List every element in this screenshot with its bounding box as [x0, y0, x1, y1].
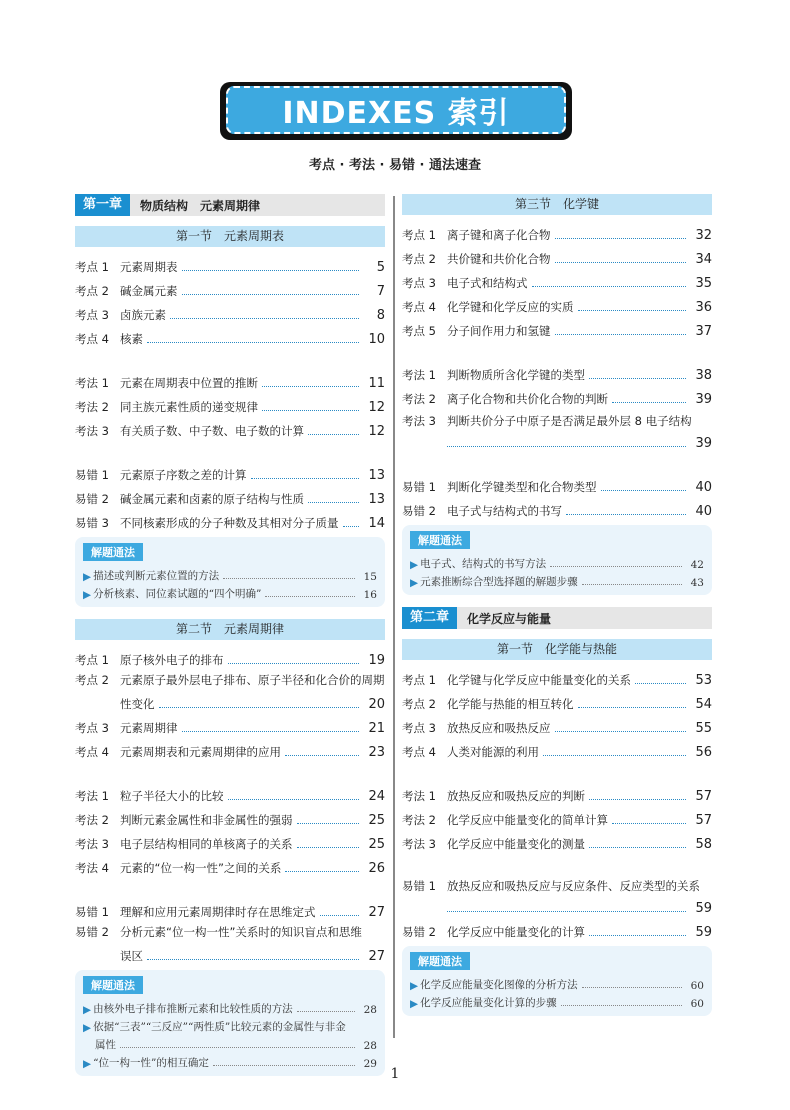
dot-leader: [589, 935, 686, 936]
entry-title: 化学反应中能量变化的测量: [447, 837, 585, 851]
entry-title-cont: 误区: [120, 949, 143, 963]
dot-leader: [170, 318, 359, 319]
entry-page: 8: [376, 308, 385, 323]
toc-entry[interactable]: [75, 483, 385, 507]
method-box: [75, 537, 385, 607]
entry-key: 易错 2: [402, 504, 436, 518]
entry-page: 19: [368, 653, 385, 668]
method-page: 29: [363, 1058, 377, 1070]
method-entry[interactable]: [410, 553, 704, 571]
method-entry[interactable]: [83, 583, 377, 601]
entry-title: 化学能与热能的相互转化: [447, 697, 574, 711]
section-header: 第一节 元素周期表: [75, 226, 385, 247]
toc-entry[interactable]: [402, 359, 712, 383]
triangle-bullet-icon: ▶: [83, 1004, 92, 1016]
section-header: 第三节 化学键: [402, 194, 712, 215]
triangle-bullet-icon: ▶: [83, 1022, 92, 1034]
entry-key: 考点 3: [75, 721, 109, 735]
entry-key: 考点 2: [402, 697, 436, 711]
method-label: 解题通法: [410, 952, 470, 970]
dot-leader: [159, 707, 360, 708]
dot-leader: [308, 502, 359, 503]
toc-entry[interactable]: [402, 688, 712, 712]
entry-page: 14: [368, 516, 385, 531]
method-page: 42: [690, 559, 704, 571]
entry-title: 判断共价分子中原子是否满足最外层 8 电子结构: [447, 414, 692, 428]
entry-title: 元素在周期表中位置的推断: [120, 376, 258, 390]
toc-entry[interactable]: [402, 243, 712, 267]
entry-page: 11: [368, 376, 385, 391]
left-column: [75, 194, 385, 1088]
method-page: 15: [363, 571, 377, 583]
right-column: [402, 194, 712, 1028]
method-label: 解题通法: [410, 531, 470, 549]
entry-key: 考点 4: [402, 300, 436, 314]
dot-leader: [612, 823, 686, 824]
entry-key: 考点 5: [402, 324, 436, 338]
entry-key: 考点 2: [75, 673, 109, 687]
method-title: 化学反应能量变化图像的分析方法: [420, 979, 578, 991]
method-title: 化学反应能量变化计算的步骤: [420, 997, 557, 1009]
entry-title: 判断物质所含化学键的类型: [447, 368, 585, 382]
entry-key: 考法 3: [75, 837, 109, 851]
entry-page: 32: [695, 228, 712, 243]
entry-key: 考点 4: [402, 745, 436, 759]
entry-key: 考点 3: [75, 308, 109, 322]
entry-page: 40: [695, 504, 712, 519]
method-title: 依据“三表”“三反应”“两性质”比较元素的金属性与非金: [93, 1021, 346, 1033]
toc-entry[interactable]: [402, 780, 712, 804]
toc-entry[interactable]: [75, 780, 385, 804]
dot-leader: [543, 755, 686, 756]
dot-leader: [555, 238, 687, 239]
entry-title: 化学键和化学反应的实质: [447, 300, 574, 314]
entry-title: 判断元素金属性和非金属性的强弱: [120, 813, 293, 827]
entry-key: 考法 4: [75, 861, 109, 875]
entry-key: 考法 3: [402, 414, 436, 428]
toc-entry[interactable]: [402, 407, 712, 429]
entry-page: 40: [695, 480, 712, 495]
chapter-title: 化学反应与能量: [467, 611, 552, 626]
entry-key: 考点 2: [75, 284, 109, 298]
method-page: 43: [690, 577, 704, 589]
entry-key: 考法 3: [75, 424, 109, 438]
entry-page: 34: [695, 252, 712, 267]
dot-leader: [182, 731, 360, 732]
title-banner-inner: [226, 86, 566, 134]
chapter-title: 物质结构 元素周期律: [140, 198, 261, 213]
entry-key: 易错 1: [75, 905, 109, 919]
dot-leader: [223, 578, 355, 579]
toc-entry[interactable]: [402, 804, 712, 828]
entry-page: 26: [368, 861, 385, 876]
entry-page: 37: [695, 324, 712, 339]
dot-leader: [147, 959, 359, 960]
entry-page: 39: [695, 392, 712, 407]
dot-leader: [582, 987, 682, 988]
dot-leader: [589, 847, 686, 848]
entry-key: 考法 1: [402, 368, 436, 382]
dot-leader: [297, 847, 360, 848]
entry-key: 考法 3: [402, 837, 436, 851]
entry-page: 27: [368, 905, 385, 920]
dot-leader: [262, 410, 359, 411]
dot-leader: [589, 378, 686, 379]
entry-page: 27: [368, 949, 385, 964]
toc-entry[interactable]: [75, 920, 385, 940]
entry-title: 化学反应中能量变化的计算: [447, 925, 585, 939]
entry-page: 13: [368, 492, 385, 507]
chapter-header: [402, 607, 712, 629]
entry-page: 57: [695, 789, 712, 804]
dot-leader: [285, 871, 359, 872]
toc-entry[interactable]: [402, 736, 712, 760]
dot-leader: [308, 434, 359, 435]
column-divider: [393, 196, 395, 1038]
entry-title: 卤族元素: [120, 308, 166, 322]
entry-page: 53: [695, 673, 712, 688]
entry-title: 同主族元素性质的递变规律: [120, 400, 258, 414]
toc-entry[interactable]: [75, 391, 385, 415]
entry-title: 理解和应用元素周期律时存在思维定式: [120, 905, 316, 919]
chapter-header: [75, 194, 385, 216]
dot-leader: [228, 663, 360, 664]
toc-entry-continued[interactable]: [402, 894, 712, 916]
entry-title: 放热反应和吸热反应与反应条件、反应类型的关系: [447, 879, 700, 893]
entry-key: 易错 2: [75, 925, 109, 939]
entry-title: 原子核外电子的排布: [120, 653, 224, 667]
dot-leader: [182, 294, 360, 295]
entry-title: 分析元素“位一构一性”关系时的知识盲点和思维: [120, 925, 362, 939]
method-title: 描述或判断元素位置的方法: [93, 570, 220, 582]
entry-page: 58: [695, 837, 712, 852]
dot-leader: [297, 1011, 355, 1012]
page-number: 1: [390, 1066, 400, 1082]
toc-entry[interactable]: [75, 668, 385, 688]
triangle-bullet-icon: ▶: [410, 980, 419, 992]
page-subtitle: 考点 · 考法 · 易错 · 通法速查: [309, 158, 481, 173]
method-entry[interactable]: [410, 974, 704, 992]
dot-leader: [555, 262, 687, 263]
entry-key: 考点 3: [402, 721, 436, 735]
dot-leader: [601, 490, 687, 491]
toc-entry[interactable]: [75, 507, 385, 531]
entry-page: 23: [368, 745, 385, 760]
entry-key: 易错 2: [75, 492, 109, 506]
entry-key: 考法 2: [402, 392, 436, 406]
method-entry[interactable]: [83, 998, 377, 1016]
dot-leader: [578, 707, 687, 708]
entry-title: 共价键和共价化合物: [447, 252, 551, 266]
entry-key: 考点 2: [402, 252, 436, 266]
entry-key: 考法 2: [402, 813, 436, 827]
entry-page: 56: [695, 745, 712, 760]
dot-leader: [555, 334, 687, 335]
method-page: 60: [690, 998, 704, 1010]
method-entry-continued[interactable]: [83, 1034, 377, 1052]
entry-key: 考法 1: [75, 376, 109, 390]
dot-leader: [120, 1047, 355, 1048]
method-page: 28: [363, 1004, 377, 1016]
dot-leader: [612, 402, 686, 403]
toc-entry-continued[interactable]: [75, 688, 385, 712]
entry-page: 13: [368, 468, 385, 483]
entry-title: 元素周期表: [120, 260, 178, 274]
dot-leader: [447, 446, 686, 447]
dot-leader: [147, 342, 359, 343]
toc-entry[interactable]: [75, 896, 385, 920]
entry-title: 元素周期律: [120, 721, 178, 735]
method-page: 16: [363, 589, 377, 601]
entry-page: 35: [695, 276, 712, 291]
entry-key: 考点 4: [75, 745, 109, 759]
dot-leader: [550, 566, 682, 567]
toc-entry[interactable]: [402, 872, 712, 894]
toc-entry[interactable]: [75, 736, 385, 760]
entry-key: 考点 3: [402, 276, 436, 290]
entry-key: 考点 4: [75, 332, 109, 346]
entry-page: 21: [368, 721, 385, 736]
entry-key: 考法 2: [75, 813, 109, 827]
dot-leader: [635, 683, 686, 684]
section-header: 第二节 元素周期律: [75, 619, 385, 640]
method-label: 解题通法: [83, 976, 143, 994]
entry-page: 10: [368, 332, 385, 347]
entry-page: 12: [368, 424, 385, 439]
entry-title: 粒子半径大小的比较: [120, 789, 224, 803]
entry-key: 考点 1: [402, 228, 436, 242]
dot-leader: [251, 478, 360, 479]
method-box: [75, 970, 385, 1076]
entry-key: 考点 1: [402, 673, 436, 687]
entry-page: 38: [695, 368, 712, 383]
toc-entry[interactable]: [402, 291, 712, 315]
entry-title: 有关质子数、中子数、电子数的计算: [120, 424, 304, 438]
toc-entry[interactable]: [75, 323, 385, 347]
toc-entry[interactable]: [75, 644, 385, 668]
toc-entry[interactable]: [75, 367, 385, 391]
triangle-bullet-icon: ▶: [410, 998, 419, 1010]
toc-entry[interactable]: [75, 275, 385, 299]
dot-leader: [343, 526, 360, 527]
method-title: “位一构一性”的相互确定: [93, 1057, 209, 1069]
dot-leader: [589, 799, 686, 800]
entry-page: 54: [695, 697, 712, 712]
dot-leader: [582, 584, 682, 585]
entry-title: 电子层结构相同的单核离子的关系: [120, 837, 293, 851]
method-entry[interactable]: [410, 992, 704, 1010]
entry-page: 24: [368, 789, 385, 804]
method-title: 分析核素、同位素试题的“四个明确”: [93, 588, 262, 600]
toc-entry[interactable]: [402, 712, 712, 736]
method-title: 由核外电子排布推断元素和比较性质的方法: [93, 1003, 293, 1015]
entry-title: 元素周期表和元素周期律的应用: [120, 745, 281, 759]
dot-leader: [555, 731, 687, 732]
method-page: 60: [690, 980, 704, 992]
entry-title: 化学键与化学反应中能量变化的关系: [447, 673, 631, 687]
dot-leader: [297, 823, 360, 824]
dot-leader: [265, 596, 355, 597]
entry-page: 36: [695, 300, 712, 315]
method-entry[interactable]: [83, 565, 377, 583]
entry-title-cont: 性变化: [120, 697, 155, 711]
entry-title: 分子间作用力和氢键: [447, 324, 551, 338]
toc-entry[interactable]: [402, 267, 712, 291]
toc-entry[interactable]: [75, 828, 385, 852]
entry-key: 易错 2: [402, 925, 436, 939]
toc-entry[interactable]: [402, 315, 712, 339]
method-title-cont: 属性: [95, 1039, 116, 1051]
triangle-bullet-icon: ▶: [410, 559, 419, 571]
dot-leader: [262, 386, 359, 387]
entry-page: 7: [376, 284, 385, 299]
dot-leader: [320, 915, 360, 916]
dot-leader: [447, 911, 686, 912]
toc-entry[interactable]: [402, 916, 712, 940]
triangle-bullet-icon: ▶: [410, 577, 419, 589]
dot-leader: [578, 310, 687, 311]
title-banner: [220, 82, 572, 140]
triangle-bullet-icon: ▶: [83, 571, 92, 583]
entry-key: 考法 1: [402, 789, 436, 803]
entry-title: 元素的“位一构一性”之间的关系: [120, 861, 282, 875]
dot-leader: [566, 514, 686, 515]
section-header: 第一节 化学能与热能: [402, 639, 712, 660]
entry-page: 12: [368, 400, 385, 415]
entry-key: 易错 1: [402, 480, 436, 494]
entry-title: 放热反应和吸热反应的判断: [447, 789, 585, 803]
entry-title: 判断化学键类型和化合物类型: [447, 480, 597, 494]
dot-leader: [561, 1005, 682, 1006]
entry-key: 考点 1: [75, 260, 109, 274]
entry-page: 57: [695, 813, 712, 828]
toc-entry[interactable]: [75, 852, 385, 876]
toc-entry[interactable]: [75, 804, 385, 828]
method-title: 电子式、结构式的书写方法: [420, 558, 547, 570]
method-label: 解题通法: [83, 543, 143, 561]
toc-entry[interactable]: [75, 299, 385, 323]
entry-key: 考法 1: [75, 789, 109, 803]
toc-entry[interactable]: [75, 712, 385, 736]
toc-entry-continued[interactable]: [75, 940, 385, 964]
entry-title: 元素原子序数之差的计算: [120, 468, 247, 482]
triangle-bullet-icon: ▶: [83, 589, 92, 601]
entry-title: 人类对能源的利用: [447, 745, 539, 759]
toc-entry[interactable]: [75, 251, 385, 275]
toc-entry[interactable]: [402, 471, 712, 495]
dot-leader: [532, 286, 687, 287]
entry-page: 25: [368, 837, 385, 852]
chapter-badge: 第一章: [75, 194, 130, 216]
entry-page: 59: [695, 925, 712, 940]
method-box: [402, 525, 712, 595]
method-entry[interactable]: [410, 571, 704, 589]
toc-entry[interactable]: [75, 415, 385, 439]
entry-page: 55: [695, 721, 712, 736]
entry-title: 碱金属元素: [120, 284, 178, 298]
dot-leader: [182, 270, 360, 271]
entry-page: 20: [368, 697, 385, 712]
method-box: [402, 946, 712, 1016]
toc-entry[interactable]: [402, 219, 712, 243]
entry-title: 化学反应中能量变化的简单计算: [447, 813, 608, 827]
toc-entry[interactable]: [402, 495, 712, 519]
entry-title: 电子式与结构式的书写: [447, 504, 562, 518]
method-title: 元素推断综合型选择题的解题步骤: [420, 576, 578, 588]
entry-key: 易错 1: [402, 879, 436, 893]
entry-title: 离子键和离子化合物: [447, 228, 551, 242]
entry-title: 放热反应和吸热反应: [447, 721, 551, 735]
entry-key: 考法 2: [75, 400, 109, 414]
entry-title: 元素原子最外层电子排布、原子半径和化合价的周期: [120, 673, 385, 687]
method-page: 28: [363, 1040, 377, 1052]
chapter-badge: 第二章: [402, 607, 457, 629]
entry-title: 核素: [120, 332, 143, 346]
entry-key: 易错 3: [75, 516, 109, 530]
entry-key: 考点 1: [75, 653, 109, 667]
entry-title: 碱金属元素和卤素的原子结构与性质: [120, 492, 304, 506]
toc-entry[interactable]: [402, 383, 712, 407]
toc-entry[interactable]: [402, 664, 712, 688]
entry-page: 25: [368, 813, 385, 828]
dot-leader: [228, 799, 360, 800]
toc-entry[interactable]: [75, 459, 385, 483]
dot-leader: [285, 755, 359, 756]
entry-title: 不同核素形成的分子种数及其相对分子质量: [120, 516, 339, 530]
toc-entry[interactable]: [402, 828, 712, 852]
entry-title: 离子化合物和共价化合物的判断: [447, 392, 608, 406]
method-entry[interactable]: [83, 1016, 377, 1034]
triangle-bullet-icon: ▶: [83, 1058, 92, 1070]
page-title: INDEXES 索引: [282, 96, 510, 131]
entry-page: 39: [695, 436, 712, 451]
toc-entry-continued[interactable]: [402, 429, 712, 451]
entry-page: 59: [695, 901, 712, 916]
entry-page: 5: [376, 260, 385, 275]
entry-key: 易错 1: [75, 468, 109, 482]
entry-title: 电子式和结构式: [447, 276, 528, 290]
